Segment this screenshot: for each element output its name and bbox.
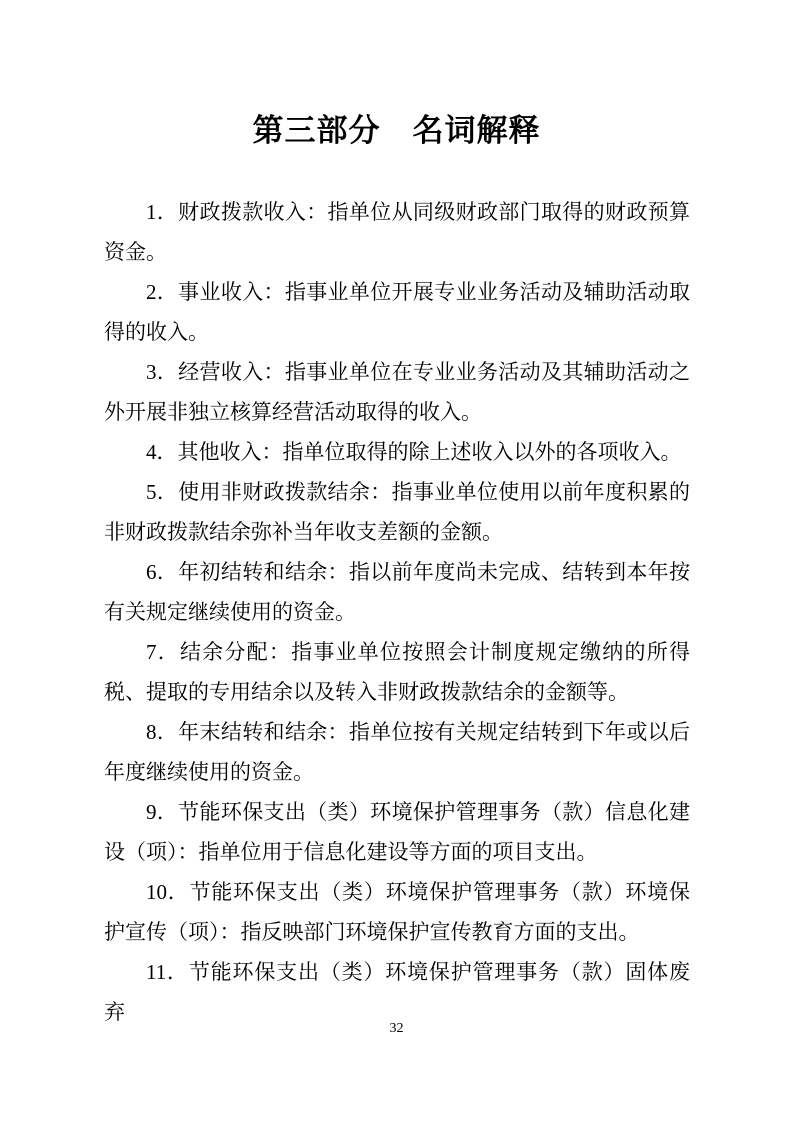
definition-paragraph-6: 6．年初结转和结余：指以前年度尚未完成、结转到本年按有关规定继续使用的资金。 [104,560,690,624]
definition-paragraph-9: 9．节能环保支出（类）环境保护管理事务（款）信息化建设（项）：指单位用于信息化建设等方面的项目支出。 [104,800,690,864]
definition-paragraph-3: 3．经营收入：指事业单位在专业业务活动及其辅助活动之外开展非独立核算经营活动取得的收入。 [104,360,690,424]
definition-paragraph-8: 8．年末结转和结余：指单位按有关规定结转到下年或以后年度继续使用的资金。 [104,720,690,784]
definition-paragraph-5: 5．使用非财政拨款结余：指事业单位使用以前年度积累的非财政拨款结余弥补当年收支差额的金额。 [104,480,690,544]
definition-paragraph-10: 10．节能环保支出（类）环境保护管理事务（款）环境保护宣传（项）：指反映部门环境保护宣传教育方面的支出。 [104,880,690,944]
definition-paragraph-11: 11．节能环保支出（类）环境保护管理事务（款）固体废弃 [104,960,690,1024]
definition-paragraph-7: 7．结余分配：指事业单位按照会计制度规定缴纳的所得税、提取的专用结余以及转入非财政拨款结余的金额等。 [104,640,690,704]
document-title: 第三部分 名词解释 [252,113,541,148]
definition-paragraph-4: 4．其他收入：指单位取得的除上述收入以外的各项收入。 [146,440,682,464]
definition-paragraph-1: 1．财政拨款收入：指单位从同级财政部门取得的财政预算资金。 [104,200,690,264]
document-body [104,192,690,1032]
definition-paragraph-2: 2．事业收入：指事业单位开展专业业务活动及辅助活动取得的收入。 [104,280,690,344]
page-number: 32 [389,1021,404,1036]
